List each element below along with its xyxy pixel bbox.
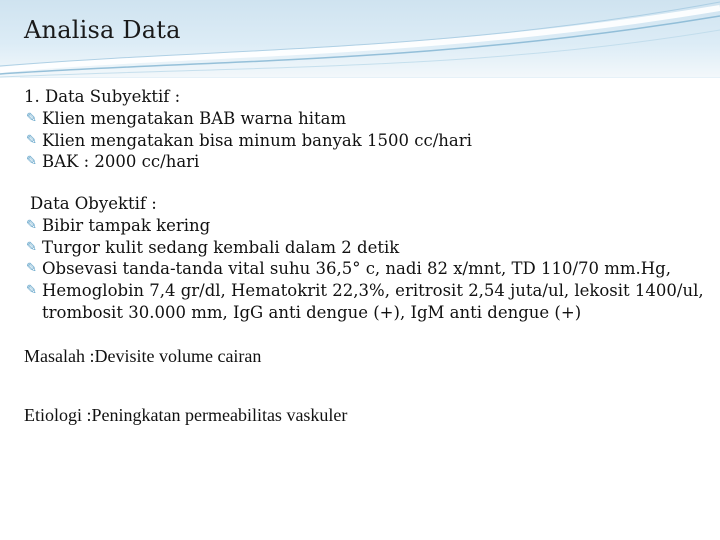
objective-item-text: Obsevasi tanda-tanda vital suhu 36,5° c, nadi 82 x/mnt, TD 110/70 mm.Hg, [42, 259, 671, 279]
objective-item-text: Bibir tampak kering [42, 215, 211, 235]
objective-item-text: Turgor kulit sedang kembali dalam 2 detik [42, 237, 400, 257]
list-item [26, 215, 704, 237]
slide-content [24, 86, 704, 428]
pencil-bullet-icon: ✎ [26, 154, 37, 170]
subjective-item-text: Klien mengatakan bisa minum banyak 1500 cc/hari [42, 130, 472, 150]
list-item [26, 108, 704, 130]
header-band [0, 0, 720, 78]
subjective-item-text: Klien mengatakan BAB warna hitam [42, 108, 347, 128]
list-item [26, 258, 704, 280]
pencil-bullet-icon: ✎ [26, 239, 37, 255]
list-item [26, 130, 704, 152]
subjective-heading: 1. Data Subyektif : [24, 87, 181, 106]
objective-heading: Data Obyektif : [30, 194, 157, 214]
list-item [26, 280, 704, 324]
masalah-text: Masalah :Devisite volume cairan [24, 345, 262, 366]
subjective-item-text: BAK : 2000 cc/hari [42, 152, 200, 172]
list-item [26, 151, 704, 173]
pencil-bullet-icon: ✎ [26, 217, 37, 233]
etiologi-text: Etiologi :Peningkatan permeabilitas vaskuler [24, 405, 348, 426]
list-item [26, 237, 704, 259]
objective-item-text: Hemoglobin 7,4 gr/dl, Hematokrit 22,3%, eritrosit 2,54 juta/ul, lekosit 1400/ul, trombosit 30.000 mm, IgG anti dengue (+), IgM anti dengue (+) [42, 281, 704, 322]
pencil-bullet-icon: ✎ [26, 261, 37, 277]
pencil-bullet-icon: ✎ [26, 132, 37, 148]
page-title: Analisa Data [24, 16, 181, 44]
pencil-bullet-icon: ✎ [26, 283, 37, 299]
pencil-bullet-icon: ✎ [26, 110, 37, 126]
